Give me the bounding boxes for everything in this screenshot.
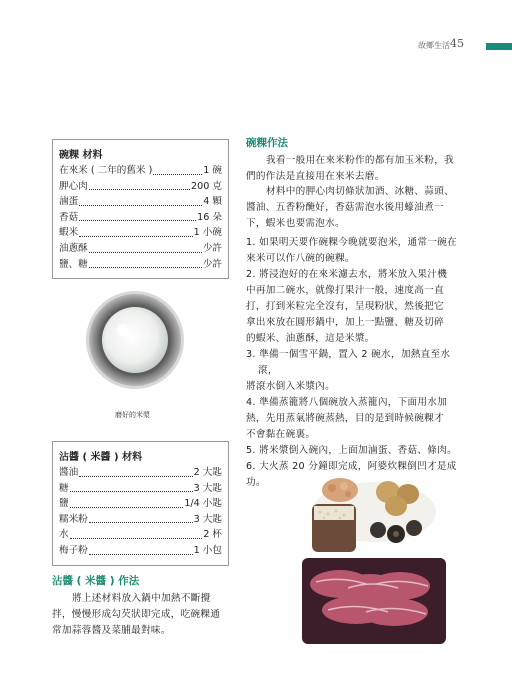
ingredient-row xyxy=(59,496,222,512)
ingredient-name: 油蔥酥 xyxy=(59,242,88,254)
sauce-ingredients-title: 沾醬 ( 米醬 ) 材料 xyxy=(59,452,143,463)
ingredients-box xyxy=(52,139,229,279)
ingredients-title: 碗粿 材料 xyxy=(59,150,103,161)
ingredient-name: 醬油 xyxy=(59,467,79,478)
ingredient-name: 鹽、糖 xyxy=(59,258,88,270)
step-line: 功。 xyxy=(246,477,266,488)
rice-milk-bowl-photo xyxy=(85,290,185,390)
step-line: 5. 將米漿倒入碗內，上面加滷蛋、香菇、條肉。 xyxy=(246,445,457,456)
dot-leader xyxy=(79,210,196,222)
ingredient-amount: 3 大匙 xyxy=(193,513,222,525)
step-line: 將滾水倒入米漿內。 xyxy=(246,381,336,392)
ingredient-amount: 少許 xyxy=(202,242,222,254)
method-intro-2 xyxy=(246,184,471,232)
ingredient-row xyxy=(59,241,222,257)
sauce-line: 將上述材料放入鍋中加熱不斷攪 xyxy=(72,593,211,604)
step-line: 中再加二碗水，就像打果汁一般，速度高一直 xyxy=(246,285,444,296)
dot-leader xyxy=(153,163,202,175)
step-line: 1. 如果明天要作碗粿今晚就要泡米，通常一碗在 xyxy=(246,237,457,248)
ingredient-row xyxy=(59,257,222,273)
step-line: 拿出來放在圓形鍋中，加上一點鹽、糖及切碎 xyxy=(246,317,444,328)
intro-line: 我看一般用在來米粉作的都有加玉米粉，我 xyxy=(266,155,454,166)
step-line: 熱，先用蒸氣將碗蒸熱，目的是到時候碗粿才 xyxy=(246,413,444,424)
ingredient-amount: 2 大匙 xyxy=(193,467,222,478)
ingredient-amount: 3 大匙 xyxy=(193,482,222,494)
ingredient-row xyxy=(59,512,222,528)
ingredient-row xyxy=(59,210,222,226)
ingredients-list xyxy=(59,163,222,272)
ingredient-name: 糖 xyxy=(59,482,69,494)
ingredient-name: 蝦米 xyxy=(59,227,79,239)
dot-leader xyxy=(89,543,193,555)
ingredient-name: 梅子粉 xyxy=(59,544,88,556)
ingredient-row xyxy=(59,194,222,210)
ingredient-row xyxy=(59,179,222,195)
ingredient-amount: 200 克 xyxy=(191,180,222,192)
dot-leader xyxy=(89,241,202,253)
dot-leader xyxy=(70,527,203,539)
sauce-ingredients-box xyxy=(52,441,229,566)
step-line: 6. 大火蒸 20 分鐘即完成，阿婆炊粿倒凹才是成 xyxy=(246,461,457,472)
ingredient-row xyxy=(59,481,222,497)
ingredient-name: 胛心肉 xyxy=(59,180,88,192)
intro-line: 們的作法是直接用在來米去磨。 xyxy=(246,171,385,182)
ingredient-amount: 少許 xyxy=(202,258,222,270)
dot-leader xyxy=(79,225,192,237)
step-line: 2. 將浸泡好的在來米濾去水，將米放入果汁機 xyxy=(246,269,448,280)
ingredient-row xyxy=(59,465,222,481)
ingredient-row xyxy=(59,527,222,543)
method-step xyxy=(246,443,466,459)
ingredient-amount: 1 小碗 xyxy=(193,227,222,239)
ingredient-row xyxy=(59,543,222,559)
ingredient-amount: 2 杯 xyxy=(203,529,222,541)
method-steps xyxy=(246,235,466,491)
method-step xyxy=(246,395,466,443)
ingredient-name: 鹽 xyxy=(59,498,69,510)
intro-line: 醬油、五香粉醃好，香菇需泡水後用蠔油煮一 xyxy=(246,202,444,213)
ingredient-amount: 1 碗 xyxy=(203,165,222,176)
step-line: 不會黏在碗裏。 xyxy=(246,429,316,440)
method-step xyxy=(246,235,466,267)
step-line: 打，打到米粒完全沒有，呈現粉狀，然後把它 xyxy=(246,301,444,312)
method-intro-1 xyxy=(246,153,471,185)
dot-leader xyxy=(89,179,190,191)
step-line: 4. 準備蒸籠將八個碗放入蒸籠內，下面用水加 xyxy=(246,397,448,408)
step-line: 3. 準備一個雪平鍋，置入 2 碗水，加熱直至水滾， xyxy=(246,349,451,376)
intro-line: 下，蝦米也要需泡水。 xyxy=(246,218,345,229)
method-step xyxy=(246,347,466,395)
photo1-caption: 磨好的米漿 xyxy=(115,411,150,419)
page-number: 45 xyxy=(450,37,464,50)
method-step xyxy=(246,267,466,347)
ingredient-row xyxy=(59,163,222,179)
ingredient-row xyxy=(59,225,222,241)
ingredient-name: 糯米粉 xyxy=(59,513,88,525)
intro-line: 材料中的胛心肉切條狀加酒、冰糖、蒜頭、 xyxy=(266,186,454,197)
sauce-method-text xyxy=(52,591,237,639)
ingredient-amount: 1 小包 xyxy=(193,544,222,556)
ingredient-name: 水 xyxy=(59,529,69,541)
ingredient-amount: 16 朵 xyxy=(197,211,222,223)
sauce-method-title: 沾醬 ( 米醬 ) 作法 xyxy=(52,575,140,587)
step-line: 的蝦米、油蔥酥，這是米漿。 xyxy=(246,333,375,344)
ingredient-name: 在來米 ( 二年的舊米 ) xyxy=(59,165,153,176)
step-line: 來米可以作八碗的碗粿。 xyxy=(246,253,355,264)
dot-leader xyxy=(89,512,193,524)
ingredient-amount: 4 顆 xyxy=(203,196,222,208)
sauce-line: 拌，慢慢形成勾芡狀即完成，吃碗粿通 xyxy=(52,609,221,620)
ingredient-amount: 1/4 小匙 xyxy=(184,498,222,510)
dot-leader xyxy=(79,465,192,477)
sauce-ingredients-list xyxy=(59,465,222,559)
dot-leader xyxy=(79,194,202,206)
dot-leader xyxy=(89,257,202,269)
ingredient-name: 滷蛋 xyxy=(59,196,79,208)
running-header: 故鄉生活 xyxy=(418,41,450,50)
header-accent-bar xyxy=(486,43,512,50)
dot-leader xyxy=(70,481,193,493)
sauce-line: 常加蒜蓉醬及菜脯最對味。 xyxy=(52,625,171,636)
method-title: 碗粿作法 xyxy=(246,137,288,149)
ingredients-photo xyxy=(300,472,448,646)
dot-leader xyxy=(70,496,184,508)
ingredient-name: 香菇 xyxy=(59,211,79,223)
